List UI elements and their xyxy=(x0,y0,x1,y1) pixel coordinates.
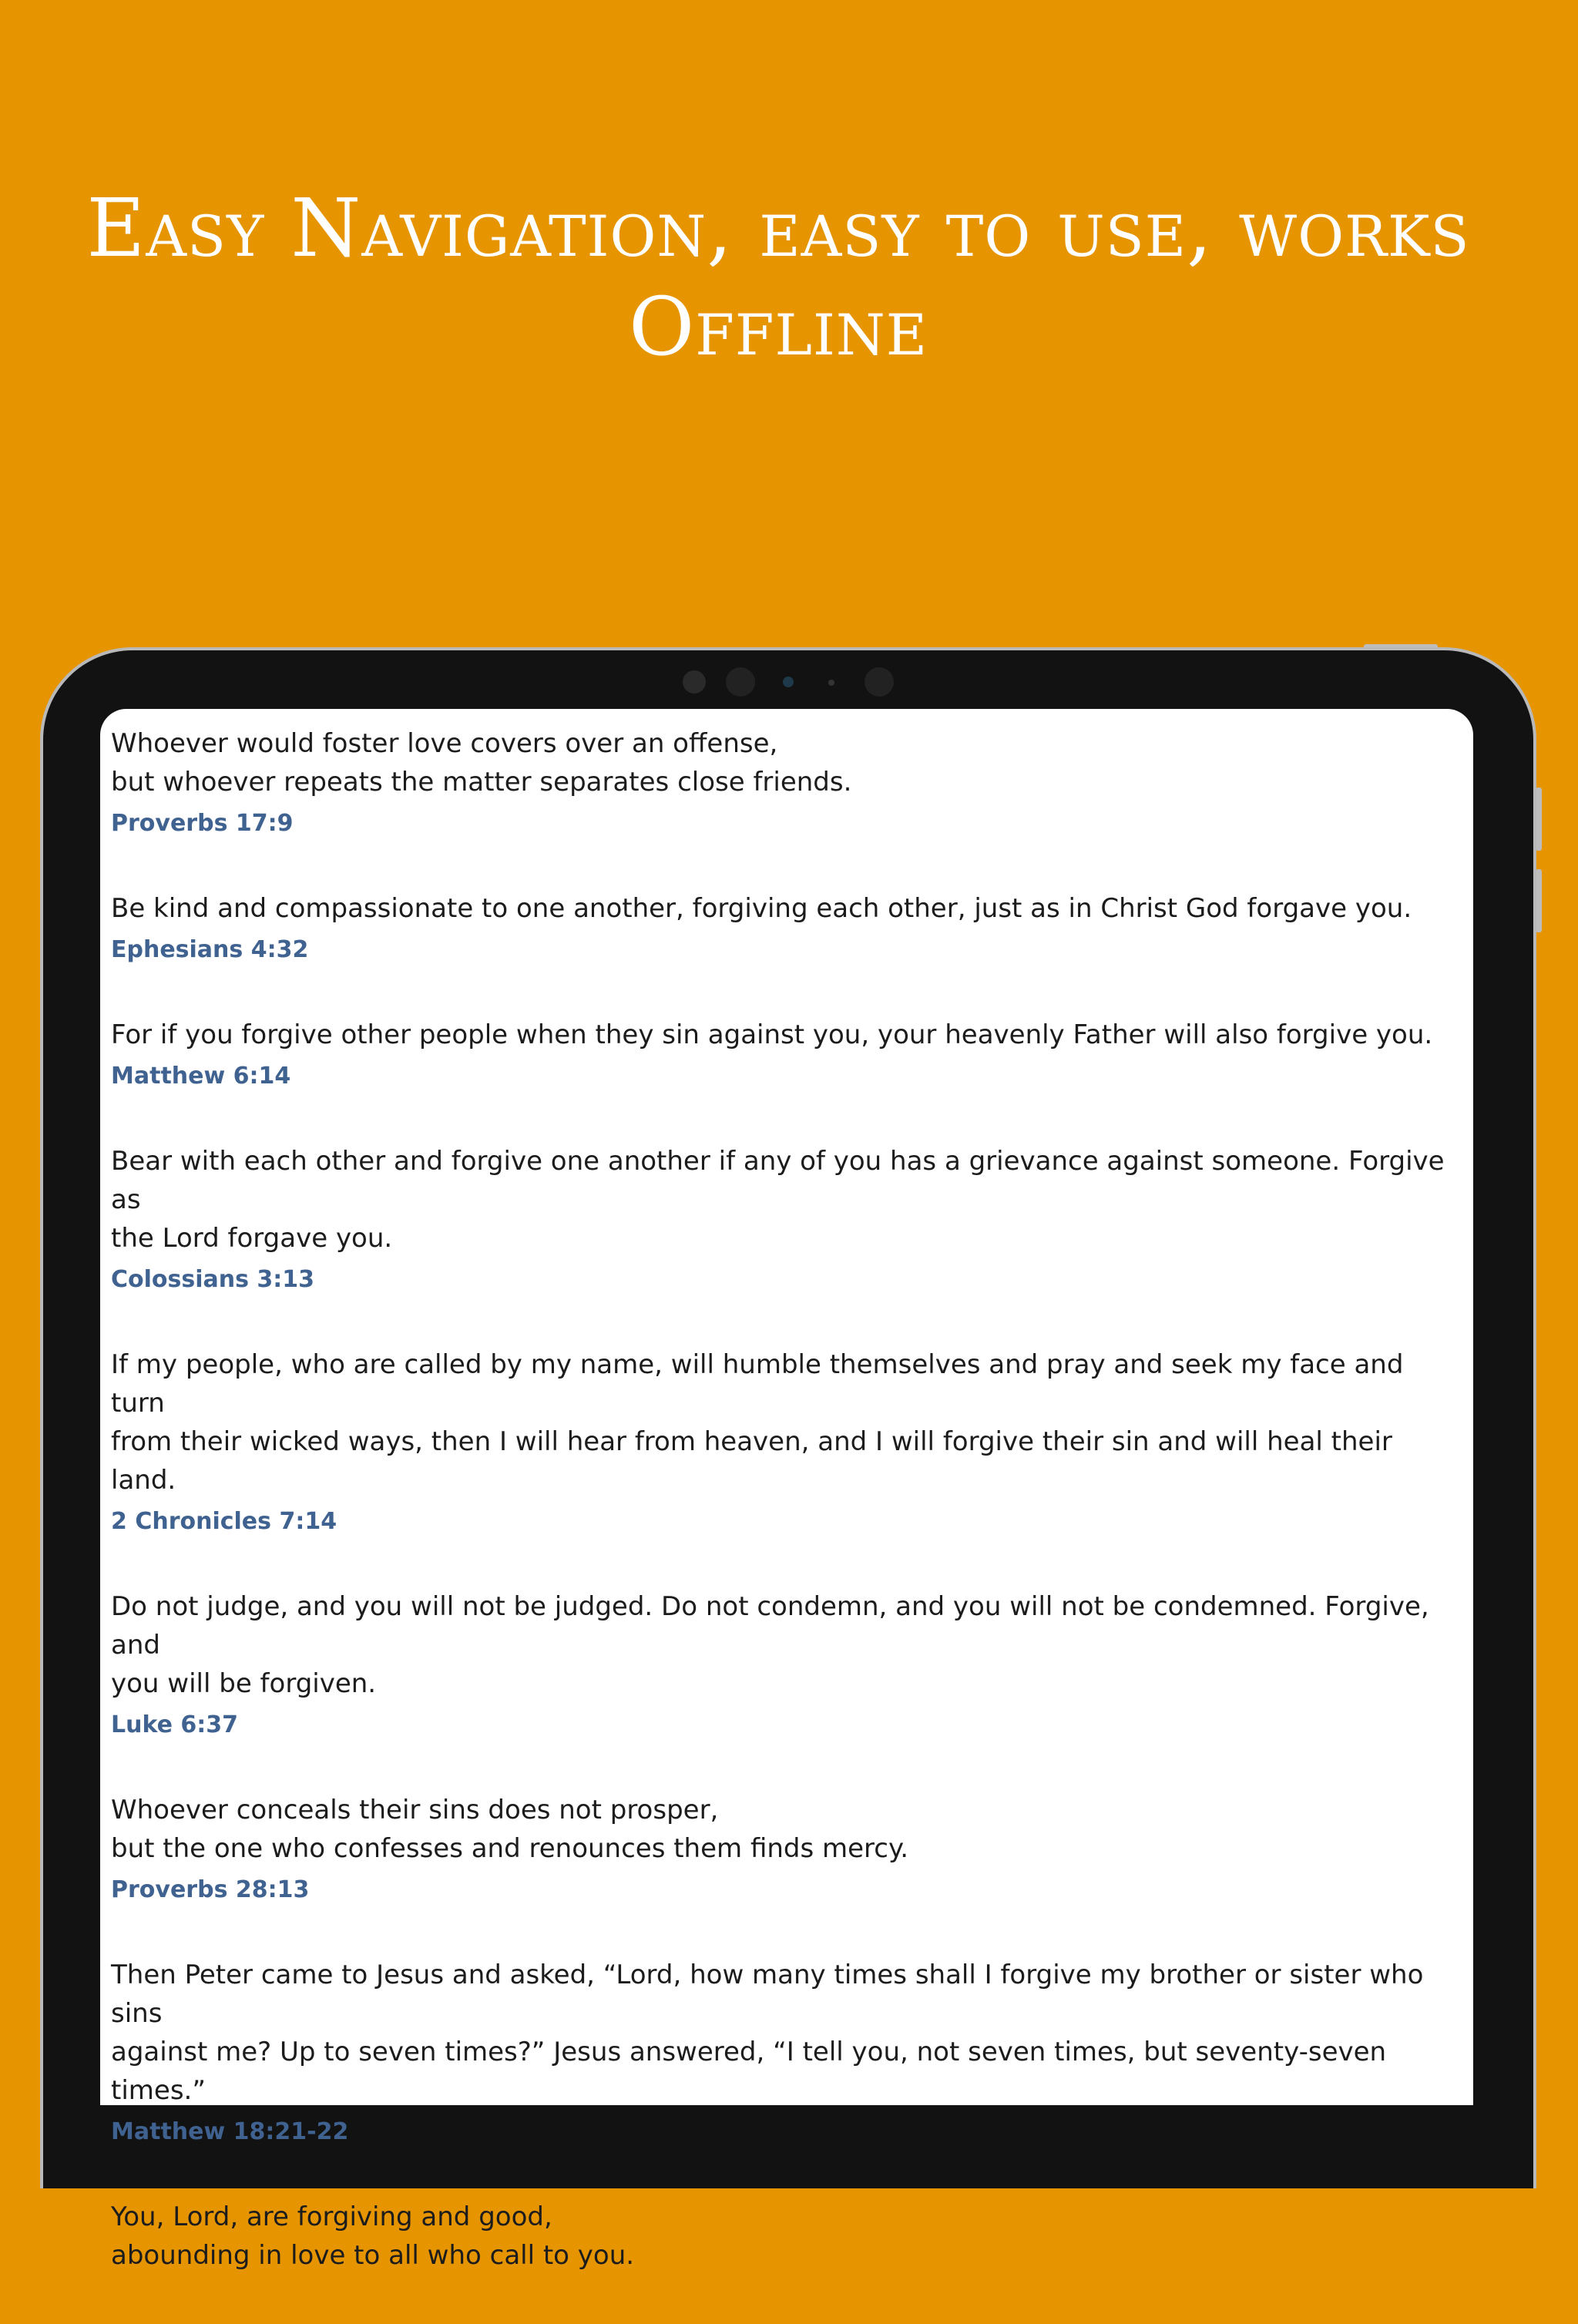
verse-reference: Ephesians 4:32 xyxy=(111,936,309,963)
indicator-light-icon xyxy=(828,680,834,686)
volume-up-button xyxy=(1536,788,1542,851)
verse-item[interactable] xyxy=(111,1791,1459,1906)
verse-text: Be kind and compassionate to one another, forgiving each other, just as in Christ God forgave you. xyxy=(111,893,1412,924)
verse-item[interactable] xyxy=(111,1587,1459,1741)
camera-lens-icon xyxy=(783,677,794,687)
sensor-icon xyxy=(865,667,894,697)
verse-item[interactable] xyxy=(111,1016,1459,1093)
verse-reference: Matthew 6:14 xyxy=(111,1063,291,1090)
sensor-icon xyxy=(683,670,706,694)
verse-text: Bear with each other and forgive one another if any of you has a grievance against someone. Forgive as the Lord forgave you. xyxy=(111,1146,1445,1254)
volume-down-button xyxy=(1536,869,1542,932)
verse-text: Do not judge, and you will not be judged. Do not condemn, and you will not be condemned. Forgive, and you will be forgiven. xyxy=(111,1591,1429,1699)
verse-item[interactable] xyxy=(111,1956,1459,2148)
verse-item[interactable] xyxy=(111,2198,1459,2275)
verse-reference: Colossians 3:13 xyxy=(111,1266,315,1293)
verse-reference: Luke 6:37 xyxy=(111,1711,239,1738)
app-screen[interactable] xyxy=(100,709,1473,2271)
promo-headline: Easy Navigation, easy to use, works Offline xyxy=(86,181,1470,374)
verse-reference: Proverbs 28:13 xyxy=(111,1876,310,1903)
camera-icon xyxy=(726,667,755,697)
verse-text: You, Lord, are forgiving and good, abounding in love to all who call to you. xyxy=(111,2201,635,2271)
verse-text: If my people, who are called by my name, will humble themselves and pray and seek my face and turn from their wicked ways, then I will hear from heaven, and I will forgive their sin and will heal their land. xyxy=(111,1349,1404,1496)
verse-item[interactable] xyxy=(111,1142,1459,1296)
verse-item[interactable] xyxy=(111,724,1459,840)
verse-item[interactable] xyxy=(111,889,1459,966)
verse-text: Whoever would foster love covers over an offense, but whoever repeats the matter separates close friends. xyxy=(111,728,852,798)
verse-reference: 2 Chronicles 7:14 xyxy=(111,1508,337,1535)
verse-reference: Proverbs 17:9 xyxy=(111,810,294,837)
verse-item[interactable] xyxy=(111,1345,1459,1538)
verse-text: For if you forgive other people when they sin against you, your heavenly Father will also forgive you. xyxy=(111,1019,1433,1050)
verse-reference: Matthew 18:21-22 xyxy=(111,2118,349,2145)
verse-text: Whoever conceals their sins does not prosper, but the one who confesses and renounces them finds mercy. xyxy=(111,1795,909,1864)
verse-text: Then Peter came to Jesus and asked, “Lord, how many times shall I forgive my brother or sister who sins against me? Up to seven times?” Jesus answered, “I tell you, not seven times, but seventy-seven times.” xyxy=(111,1960,1424,2106)
verse-list[interactable] xyxy=(111,724,1459,2324)
